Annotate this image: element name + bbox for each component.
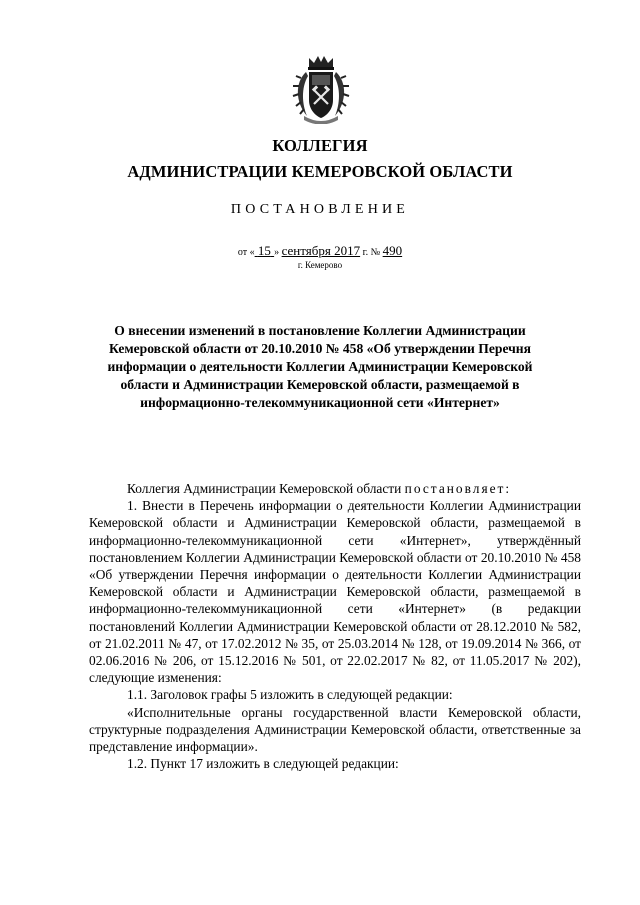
- date-year-suffix: г.: [362, 247, 369, 258]
- intro-paragraph: Коллегия Администрации Кемеровской области постановляет:: [127, 481, 512, 496]
- org-name-line1: КОЛЛЕГИЯ: [272, 136, 368, 155]
- paragraph-quote: «Исполнительные органы государственной власти Кемеровской области, структурные подразделения Администрации Кемеровской области, ответственные за представление информации».: [89, 704, 581, 755]
- document-number: 490: [382, 243, 403, 258]
- intro-keyword: постановляет:: [404, 481, 512, 496]
- org-name-line2: АДМИНИСТРАЦИИ КЕМЕРОВСКОЙ ОБЛАСТИ: [127, 162, 513, 181]
- paragraph-1: 1. Внести в Перечень информации о деятельности Коллегии Администрации Кемеровской области и Администрации Кемеровской области, размещаемой в информационно-телекоммуникационной сети «Интернет», утверждённый постановлением Коллегии Администрации Кемеровской области от 20.10.2010 № 458 «Об утверждении Перечня информации о деятельности Коллегии Администрации Кемеровской области и Администрации Кемеровской области, размещаемой в информационно-телекоммуникационной сети «Интернет» (в редакции постановлений Коллегии Администрации Кемеровской области от 28.12.2010 № 582, от 21.02.2011 № 47, от 17.02.2012 № 35, от 25.03.2014 № 128, от 19.09.2014 № 366, от 02.06.2016 № 206, от 15.12.2016 № 501, от 22.02.2017 № 82, от 11.05.2017 № 202), следующие изменения:: [89, 498, 581, 686]
- document-body: [89, 480, 581, 772]
- document-title: О внесении изменений в постановление Коллегии Администрации Кемеровской области от 20.10.2010 № 458 «Об утверждении Перечня информации о деятельности Коллегии Администрации Кемеровской области и Администрации Кемеровской области, размещаемой в информационно-телекоммуникационной сети «Интернет»: [107, 323, 533, 410]
- city: г. Кемерово: [297, 260, 343, 270]
- paragraph-1-1: 1.1. Заголовок графы 5 изложить в следующей редакции:: [127, 687, 453, 703]
- date-month-year: сентября 2017: [281, 243, 361, 258]
- date-prefix: от «: [237, 247, 255, 258]
- document-type: ПОСТАНОВЛЕНИЕ: [230, 202, 410, 217]
- date-day: 15: [257, 243, 271, 258]
- date-mid: »: [274, 247, 280, 258]
- number-prefix: №: [370, 247, 381, 258]
- date-number-line: [0, 243, 640, 259]
- paragraph-1-2: 1.2. Пункт 17 изложить в следующей редакции:: [127, 756, 399, 772]
- coat-of-arms-emblem: [292, 54, 350, 124]
